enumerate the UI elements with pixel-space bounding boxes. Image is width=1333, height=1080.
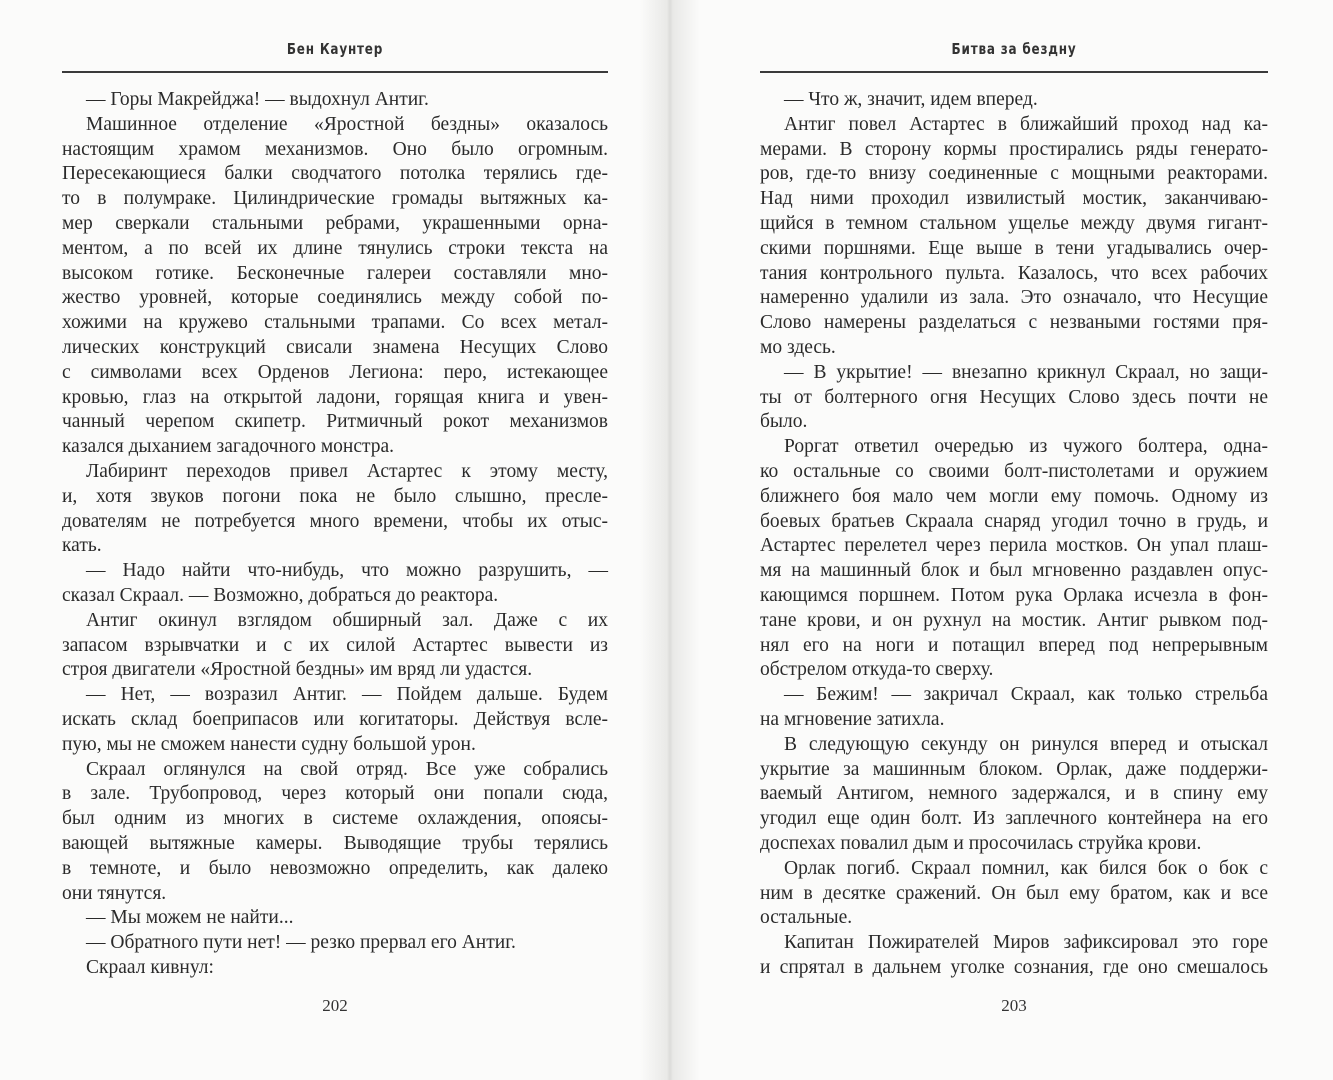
text-line: с символами всех Орденов Легиона: перо, истекающее (62, 361, 608, 383)
text-line: высоком готике. Бесконечные галереи составляли мно- (62, 262, 608, 284)
text-line: Пересекающиеся балки сводчатого потолка терялись где- (62, 163, 608, 185)
text-line: кровью, глаз на открытой ладони, горящая книга и увен- (62, 386, 608, 408)
text-line: в темноте, и было невозможно определить, как далеко (62, 857, 608, 879)
text-line: — Обратного пути нет! — резко прервал его Антиг. (86, 932, 516, 954)
text-line: ров, где-то внизу соединенные с мощными реакторами. (760, 163, 1268, 185)
text-line: — В укрытие! — внезапно крикнул Скраал, но защи- (784, 361, 1268, 383)
text-line: дователям не потребуется много времени, чтобы их отыс- (62, 510, 608, 532)
text-line: В следующую секунду он ринулся вперед и отыскал (784, 733, 1268, 755)
text-line: жество уровней, которые соединялись между собой по- (62, 287, 608, 309)
text-line: было. (760, 411, 808, 433)
text-line: сказал Скраал. — Возможно, добраться до реактора. (62, 584, 499, 606)
text-line: мо здесь. (760, 336, 836, 358)
text-line: — Горы Макрейджа! — выдохнул Антиг. (86, 89, 429, 110)
text-line: запасом взрывчатки и с их силой Астартес вывести из (62, 634, 608, 656)
text-line: — Мы можем не найти... (86, 907, 294, 929)
text-line: ментом, а по всей их длине тянулись строки текста на (62, 237, 608, 259)
page-text (760, 88, 1268, 981)
text-line: и спрятал в дальнем уголке сознания, где оно смешалось (760, 956, 1268, 978)
text-line: искать склад боеприпасов или когитаторы. Действуя всле- (62, 708, 608, 730)
text-line: казался дыханием загадочного монстра. (62, 436, 395, 458)
text-line: мя на машинный блок и был мгновенно раздавлен опус- (760, 560, 1268, 582)
text-line: Роргат ответил очередью из чужого болтера, одна- (784, 436, 1268, 458)
text-line: настоящим храмом механизмов. Оно было огромным. (62, 138, 608, 160)
text-line: Орлак погиб. Скраал помнил, как бился бок о бок с (784, 857, 1268, 879)
text-line: остальные. (760, 907, 853, 929)
text-line: строя двигатели «Яростной бездны» им вряд ли удастся. (62, 659, 533, 681)
text-line: боевых братьев Скраала снаряд угодил точно в грудь, и (760, 510, 1268, 532)
text-line: укрытие за машинным блоком. Орлак, даже поддержи- (760, 758, 1268, 780)
text-line: Капитан Пожирателей Миров зафиксировал это горе (784, 932, 1268, 954)
text-line: вающей вытяжные камеры. Выводящие трубы терялись (62, 832, 608, 854)
text-line: — Бежим! — закричал Скраал, как только стрельба (784, 684, 1268, 706)
text-line: Скраал кивнул: (86, 956, 214, 978)
text-line: мерами. В сторону кормы простирались ряды генерато- (760, 138, 1268, 160)
text-line: ты от болтерного огня Несущих Слово здесь почти не (760, 386, 1268, 408)
running-head-title: Битва за бездну (951, 40, 1077, 58)
left-page (62, 0, 608, 1080)
text-line: намеренно удалили из зала. Это означало, что Несущие (760, 287, 1268, 309)
text-line: нял его на ноги и потащил вперед под непрерывным (760, 634, 1268, 656)
text-line: тания контрольного пульта. Казалось, что всех рабочих (760, 262, 1268, 284)
page-number: 203 (1001, 996, 1027, 1015)
page-text (62, 88, 608, 981)
header-rule (760, 71, 1268, 73)
text-line: кать. (62, 535, 102, 557)
text-line: щийся в темном стальном ущелье между двумя гигант- (760, 212, 1268, 234)
text-line: был одним из многих в системе охлаждения, опоясы- (62, 808, 608, 830)
text-line: Машинное отделение «Яростной бездны» оказалось (86, 113, 608, 135)
text-line: доспехах повалил дым и просочилась струйка крови. (760, 832, 1202, 854)
text-line: — Надо найти что-нибудь, что можно разрушить, — (86, 560, 608, 582)
book-gutter (640, 0, 700, 1080)
text-line: в зале. Трубопровод, через который они попали сюда, (62, 783, 608, 805)
text-line: лических конструкций свисали знамена Несущих Слово (62, 336, 608, 358)
text-line: Над ними проходил извилистый мостик, заканчиваю- (760, 188, 1268, 210)
text-line: Скраал оглянулся на свой отряд. Все уже собрались (86, 758, 608, 780)
text-line: ваемый Антигом, немного задержался, и в спину ему (760, 783, 1268, 805)
text-line: угодил еще один болт. Из заплечного контейнера на его (760, 808, 1268, 830)
text-line: то в полумраке. Цилиндрические громады вытяжных ка- (62, 188, 608, 210)
text-line: и, хотя звуков погони пока не было слышно, пресле- (62, 485, 608, 507)
text-line: Антиг повел Астартес в ближайший проход над ка- (784, 113, 1268, 135)
text-line: Слово намерены разделаться с незваными гостями пря- (760, 312, 1268, 334)
text-line: чанный черепом скипетр. Ритмичный рокот механизмов (62, 411, 608, 433)
header-rule (62, 71, 608, 73)
text-line: они тянутся. (62, 882, 167, 904)
text-line: пую, мы не сможем нанести судну большой урон. (62, 733, 476, 755)
text-line: скими поршнями. Еще выше в тени угадывались очер- (760, 237, 1268, 259)
text-line: кающимся поршнем. Потом рука Орлака исчезла в фон- (760, 584, 1268, 606)
text-line: мер сверкали стальными ребрами, украшенными орна- (62, 212, 608, 234)
right-page (760, 0, 1268, 1080)
text-line: — Что ж, значит, идем вперед. (784, 89, 1038, 110)
text-line: ко остальные со своими болт-пистолетами и оружием (760, 460, 1268, 482)
text-line: — Нет, — возразил Антиг. — Пойдем дальше. Будем (86, 684, 608, 706)
text-line: на мгновение затихла. (760, 708, 945, 730)
text-line: Антиг окинул взглядом обширный зал. Даже с их (86, 609, 608, 631)
text-line: обстрелом откуда-то сверху. (760, 659, 994, 681)
text-line: ближнего боя мало чем могли ему помочь. Одному из (760, 485, 1268, 507)
text-line: Лабиринт переходов привел Астартес к этому месту, (86, 460, 608, 482)
text-line: Астартес перелетел через перила мостков. Он упал плаш- (760, 535, 1268, 557)
text-line: хожими на кружево стальными трапами. Со всех метал- (62, 312, 608, 334)
text-line: тане крови, и он рухнул на мостик. Антиг рывком под- (760, 609, 1268, 631)
text-line: ним в десятке сражений. Он был ему братом, как и все (760, 882, 1268, 904)
running-head-author: Бен Каунтер (286, 40, 384, 58)
page-number: 202 (322, 996, 348, 1015)
